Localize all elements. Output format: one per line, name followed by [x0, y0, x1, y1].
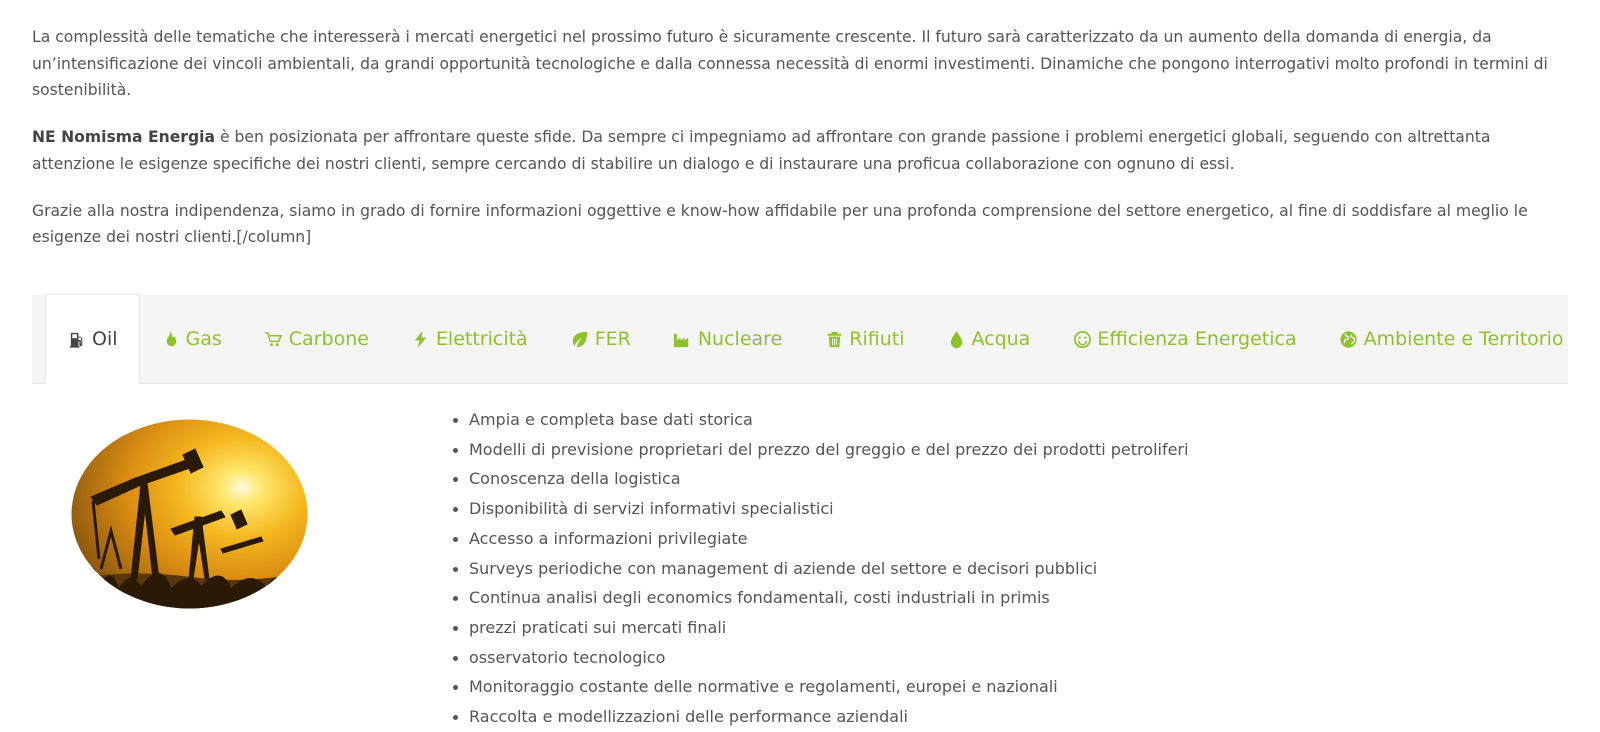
globe-icon	[1339, 329, 1359, 349]
list-item: Accesso a informazioni privilegiate	[452, 524, 1188, 554]
list-item: Raccolta e modellizzazioni delle performance aziendali	[452, 702, 1188, 732]
tab-label: Elettricità	[435, 328, 528, 350]
intro-paragraph-3: Grazie alla nostra indipendenza, siamo in grado di fornire informazioni oggettive e know-how affidabile per una profonda comprensione del settore energetico, al fine di soddisfare al meglio le esigenze dei nostri clienti.[/column]	[32, 201, 1528, 246]
list-item: prezzi praticati sui mercati finali	[452, 613, 1188, 643]
tab-acqua[interactable]	[925, 295, 1051, 383]
list-item: Disponibilità di servizi informativi specialistici	[452, 494, 1188, 524]
list-item: Conoscenza della logistica	[452, 464, 1188, 494]
tab-fer[interactable]	[549, 295, 652, 383]
tab-elettricita[interactable]	[390, 295, 549, 383]
fuel-pump-icon	[67, 329, 87, 349]
tab-gas[interactable]	[140, 295, 243, 383]
list-item: Modelli di previsione proprietari del prezzo del greggio e del prezzo dei prodotti petroliferi	[452, 435, 1188, 465]
brand-name: NE Nomisma Energia	[32, 128, 216, 146]
tab-label: Oil	[92, 328, 118, 350]
tab-carbone[interactable]	[243, 295, 390, 383]
intro-paragraph-1: La complessità delle tematiche che interesserà i mercati energetici nel prossimo futuro è sicuramente crescente. Il futuro sarà caratterizzato da un aumento della domanda di energia, da un’intensificazione dei vincoli ambientali, da grandi opportunità tecnologiche e dalla connessa necessità di enormi investimenti. Dinamiche che pongono interrogativi molto profondi in termini di sostenibilità.	[32, 28, 1548, 99]
leaf-icon	[570, 329, 590, 349]
intro-text	[32, 24, 1572, 271]
tab-efficienza-energetica[interactable]	[1051, 295, 1317, 383]
tab-label: Ambiente e Territorio	[1363, 328, 1564, 350]
smile-icon	[1072, 329, 1092, 349]
intro-paragraph-2	[32, 124, 1572, 177]
tab-label: Gas	[185, 328, 222, 350]
tab-label: Carbone	[288, 328, 369, 350]
tab-label: Nucleare	[697, 328, 783, 350]
tab-label: Acqua	[971, 328, 1031, 350]
list-item: Continua analisi degli economics fondamentali, costi industriali in primis	[452, 583, 1188, 613]
tab-oil[interactable]	[45, 294, 140, 384]
list-item: Ampia e completa base dati storica	[452, 405, 1188, 435]
cart-icon	[264, 329, 284, 349]
intro-paragraph-2-text: è ben posizionata per affrontare queste sfide. Da sempre ci impegniamo ad affrontare con grande passione i problemi energetici globali, seguendo con altrettanta attenzione le esigenze specifiche dei nostri clienti, sempre cercando di stabilire un dialogo e di instaurare una proficua collaborazione con ognuno di essi.	[32, 128, 1491, 173]
tab-rifiuti[interactable]	[803, 295, 925, 383]
list-item: osservatorio tecnologico	[452, 643, 1188, 673]
tab-label: Rifiuti	[849, 328, 905, 350]
list-item: Surveys periodiche con management di aziende del settore e decisori pubblici	[452, 554, 1188, 584]
tab-ambiente-e-territorio[interactable]	[1318, 295, 1585, 383]
oil-pump-image	[71, 419, 308, 609]
drop-icon	[946, 329, 966, 349]
flame-icon	[161, 329, 181, 349]
bolt-icon	[411, 329, 431, 349]
factory-icon	[673, 329, 693, 349]
trash-icon	[824, 329, 844, 349]
tab-label: FER	[594, 328, 631, 350]
sector-tabs	[32, 295, 1568, 384]
list-item: Monitoraggio costante delle normative e regolamenti, europei e nazionali	[452, 672, 1188, 702]
tab-nucleare[interactable]	[652, 295, 803, 383]
tab-label: Efficienza Energetica	[1097, 328, 1297, 350]
oil-features-list	[452, 405, 1188, 732]
